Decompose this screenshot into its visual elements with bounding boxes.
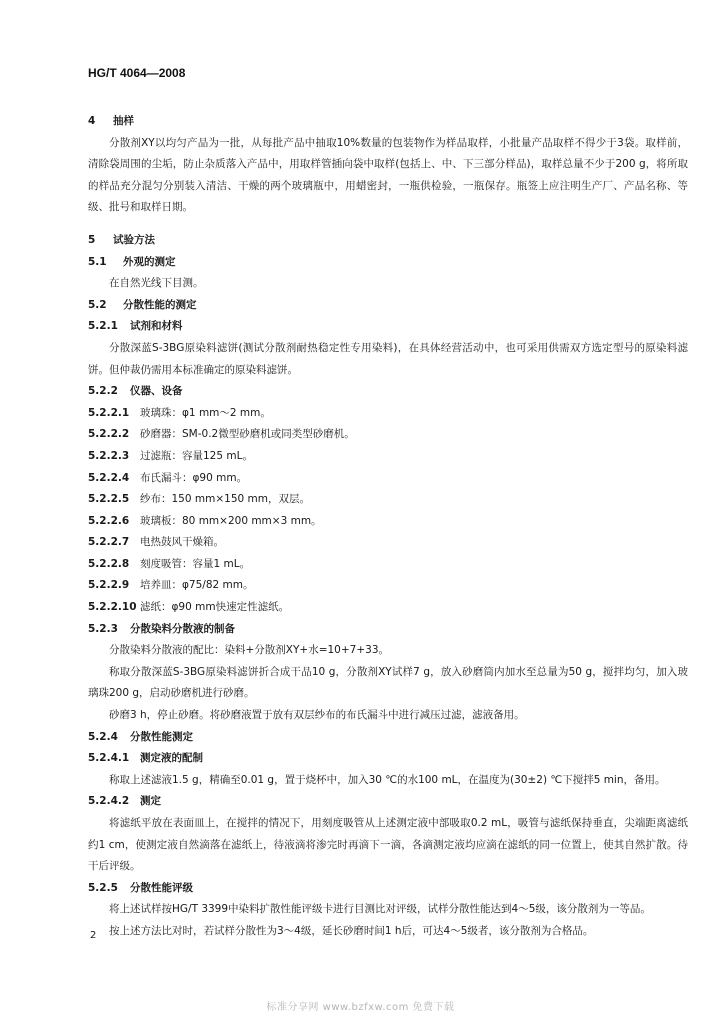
equipment-item — [88, 597, 688, 619]
sampling-paragraph: 分散剂XY以均匀产品为一批，从每批产品中抽取10%数量的包装物作为样品取样，小批量产品取样不得少于3袋。取样前，清除袋周围的尘垢，防止杂质落入产品中，用取样管插向袋中取样(包括上、中、下三部分样品)，取样总量不少于200 g，将所取的样品充分混匀分别装入清洁、干燥的两个玻璃瓶中，用蜡密封，一瓶供检验，一瓶保存。瓶签上应注明生产厂、产品名称、等级、批号和取样日期。 — [88, 136, 689, 214]
test-solution-paragraph: 称取上述滤液1.5 g，精确至0.01 g，置于烧杯中，加入30 ℃的水100 mL，在温度为(30±2) ℃下搅拌5 min，备用。 — [109, 773, 666, 786]
equipment-item — [88, 575, 688, 597]
equipment-item — [88, 403, 688, 425]
section-number: 5.2.5 — [88, 881, 118, 894]
section-title: 抽样 — [113, 115, 134, 127]
section-title: 分散染料分散液的制备 — [130, 622, 235, 635]
page-number: 2 — [90, 930, 97, 941]
section-title: 分散性能测定 — [130, 730, 193, 743]
equipment-item — [88, 532, 688, 554]
section-title: 仪器、设备 — [130, 385, 183, 398]
section-5-2-1-heading — [88, 316, 688, 338]
item-number: 5.2.2.10 — [88, 601, 137, 614]
item-number: 5.2.2.6 — [88, 514, 130, 527]
item-text: 布氏漏斗：φ90 mm。 — [140, 471, 248, 484]
item-text: 过滤瓶：容量125 mL。 — [140, 449, 253, 462]
section-5-1-heading — [88, 252, 688, 274]
appearance-paragraph: 在自然光线下目测。 — [109, 277, 204, 290]
section-title: 分散性能评级 — [130, 881, 193, 894]
grading-paragraph: 将上述试样按HG/T 3399中染料扩散性能评级卡进行目测比对评级，试样分散性能达到4～5级，该分散剂为一等品。 — [109, 903, 651, 916]
item-text: 玻璃珠：φ1 mm～2 mm。 — [140, 406, 271, 419]
item-number: 5.2.2.5 — [88, 493, 130, 506]
equipment-item — [88, 446, 688, 468]
section-5-2-4-heading — [88, 727, 688, 749]
reagents-paragraph: 分散深蓝S-3BG原染料滤饼(测试分散剂耐热稳定性专用染料)，在具体经营活动中，也可采用供需双方选定型号的原染料滤饼。但仲裁仍需用本标准确定的原染料滤饼。 — [88, 341, 688, 376]
section-number: 5.1 — [88, 255, 107, 268]
item-number: 5.2.2.9 — [88, 579, 130, 592]
section-title: 测定液的配制 — [140, 752, 203, 765]
weighing-paragraph: 称取分散深蓝S-3BG原染料滤饼折合成干品10 g，分散剂XY试样7 g，放入砂磨筒内加水至总量为50 g，搅拌均匀，加入玻璃珠200 g，启动砂磨机进行砂磨。 — [88, 665, 688, 700]
item-text: 纱布：150 mm×150 mm，双层。 — [140, 493, 310, 506]
section-title: 测定 — [140, 795, 161, 808]
filtration-paragraph: 砂磨3 h，停止砂磨。将砂磨液置于放有双层纱布的布氏漏斗中进行减压过滤，滤液备用。 — [109, 709, 525, 722]
item-number: 5.2.2.8 — [88, 557, 130, 570]
item-text: 砂磨器：SM-0.2微型砂磨机或同类型砂磨机。 — [140, 428, 355, 441]
section-5-2-heading — [88, 295, 688, 317]
qualified-grade-paragraph: 按上述方法比对时，若试样分散性为3～4级，延长砂磨时间1 h后，可达4～5级者，该分散剂为合格品。 — [109, 924, 594, 937]
item-text: 刻度吸管：容量1 mL。 — [140, 557, 251, 570]
item-number: 5.2.2.2 — [88, 428, 130, 441]
section-number: 5.2.4.1 — [88, 752, 130, 765]
item-text: 培养皿：φ75/82 mm。 — [140, 579, 254, 592]
section-number: 5.2.4.2 — [88, 795, 130, 808]
equipment-item — [88, 424, 688, 446]
section-number: 4 — [88, 115, 96, 127]
section-number: 5.2.1 — [88, 320, 118, 333]
section-5-2-4-2-heading — [88, 791, 688, 813]
section-number: 5.2.3 — [88, 622, 118, 635]
standard-code-header: HG/T 4064—2008 — [88, 66, 186, 80]
section-number: 5 — [88, 233, 96, 246]
document-body — [88, 106, 688, 943]
section-number: 5.2.2 — [88, 385, 118, 398]
equipment-item — [88, 489, 688, 511]
equipment-item — [88, 554, 688, 576]
section-number: 5.2.4 — [88, 730, 118, 743]
section-5-2-3-heading — [88, 619, 688, 641]
item-text: 电热鼓风干燥箱。 — [140, 536, 224, 549]
item-number: 5.2.2.3 — [88, 449, 130, 462]
watermark-footer: 标准分享网 www.bzfxw.com 免费下载 — [266, 1002, 455, 1013]
item-number: 5.2.2.7 — [88, 536, 130, 549]
equipment-item — [88, 511, 688, 533]
equipment-item — [88, 468, 688, 490]
item-text: 玻璃板：80 mm×200 mm×3 mm。 — [140, 514, 322, 527]
section-4-heading — [88, 111, 688, 133]
item-text: 滤纸：φ90 mm快速定性滤纸。 — [140, 601, 290, 614]
item-number: 5.2.2.4 — [88, 471, 130, 484]
section-title: 外观的测定 — [123, 255, 176, 268]
section-number: 5.2 — [88, 298, 107, 311]
item-number: 5.2.2.1 — [88, 406, 130, 419]
section-5-heading — [88, 230, 688, 252]
section-5-2-5-heading — [88, 878, 688, 900]
dispersion-ratio-paragraph: 分散染料分散液的配比：染料+分散剂XY+水=10+7+33。 — [109, 644, 389, 657]
section-title: 试剂和材料 — [130, 320, 183, 333]
section-title: 分散性能的测定 — [123, 298, 197, 311]
measurement-paragraph: 将滤纸平放在表面皿上，在搅拌的情况下，用刻度吸管从上述测定液中部吸取0.2 mL，吸管与滤纸保持垂直，尖端距离滤纸约1 cm，使测定液自然滴落在滤纸上，待液滴将渗完时再滴下一滴，各滴测定液均应滴在滤纸的同一位置上，使其自然扩散。待干后评级。 — [88, 817, 688, 873]
section-title: 试验方法 — [113, 233, 155, 246]
section-5-2-4-1-heading — [88, 748, 688, 770]
section-5-2-2-heading — [88, 381, 688, 403]
